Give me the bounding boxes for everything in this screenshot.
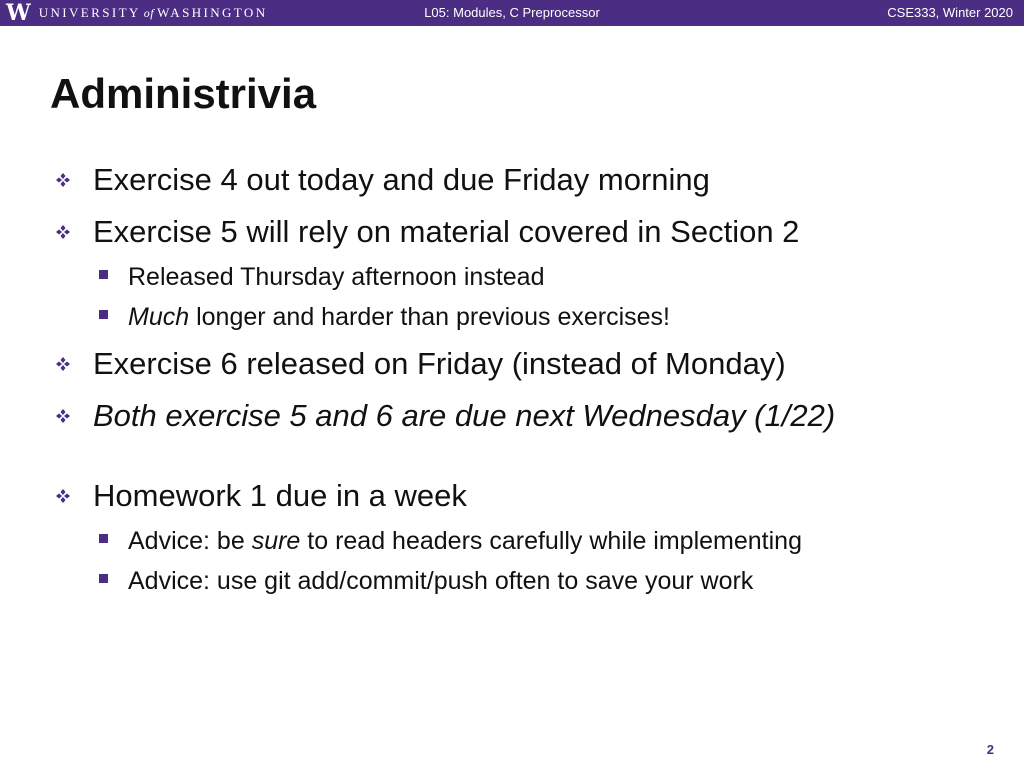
bullet-text: Exercise 4 out today and due Friday morning — [93, 162, 710, 197]
bullet-text: Exercise 6 released on Friday (instead of Monday) — [93, 346, 786, 381]
square-bullet-icon — [99, 534, 108, 543]
four-diamond-bullet-icon — [56, 225, 70, 239]
slide-title: Administrivia — [50, 70, 317, 117]
spacer — [56, 448, 986, 476]
page-number: 2 — [986, 742, 994, 757]
sub-bullet-text: Advice: use git add/commit/push often to save your work — [128, 567, 754, 595]
sub-bullet-emphasis: sure — [251, 527, 301, 555]
header-bar — [0, 0, 1024, 26]
sub-bullet-much-longer — [93, 300, 986, 334]
lecture-title: L05: Modules, C Preprocessor — [424, 5, 600, 20]
four-diamond-bullet-icon — [56, 409, 70, 423]
uw-wordmark-of: of — [143, 6, 155, 20]
square-bullet-icon — [99, 310, 108, 319]
bullet-list — [56, 160, 986, 608]
sub-bullet-advice-headers — [93, 524, 986, 558]
sub-bullet-text: Released Thursday afternoon instead — [128, 263, 545, 291]
course-info: CSE333, Winter 2020 — [887, 5, 1013, 20]
sub-bullet-emphasis: Much — [128, 303, 190, 331]
four-diamond-bullet-icon — [56, 357, 70, 371]
sub-bullet-advice-git — [93, 564, 986, 598]
square-bullet-icon — [99, 574, 108, 583]
sub-bullet-text: to read headers carefully while implementing — [300, 527, 802, 555]
bullet-exercise-4 — [56, 160, 986, 200]
uw-wordmark-washington: WASHINGTON — [157, 5, 268, 20]
four-diamond-bullet-icon — [56, 489, 70, 503]
bullet-exercise-6 — [56, 344, 986, 384]
bullet-text: Both exercise 5 and 6 are due next Wednesday (1/22) — [93, 398, 836, 433]
four-diamond-bullet-icon — [56, 173, 70, 187]
bullet-homework-1 — [56, 476, 986, 516]
bullet-both-due — [56, 396, 986, 436]
sub-bullet-released-thursday — [93, 260, 986, 294]
uw-wordmark-university: UNIVERSITY — [38, 5, 141, 20]
bullet-text: Homework 1 due in a week — [93, 478, 467, 513]
sub-bullet-text: Advice: be — [128, 527, 252, 555]
uw-logo — [6, 1, 268, 25]
sub-bullet-text: longer and harder than previous exercises! — [189, 303, 670, 331]
bullet-text: Exercise 5 will rely on material covered in Section 2 — [93, 214, 800, 249]
uw-w-mark: W — [6, 0, 31, 26]
square-bullet-icon — [99, 270, 108, 279]
bullet-exercise-5 — [56, 212, 986, 252]
uw-wordmark — [39, 1, 268, 25]
